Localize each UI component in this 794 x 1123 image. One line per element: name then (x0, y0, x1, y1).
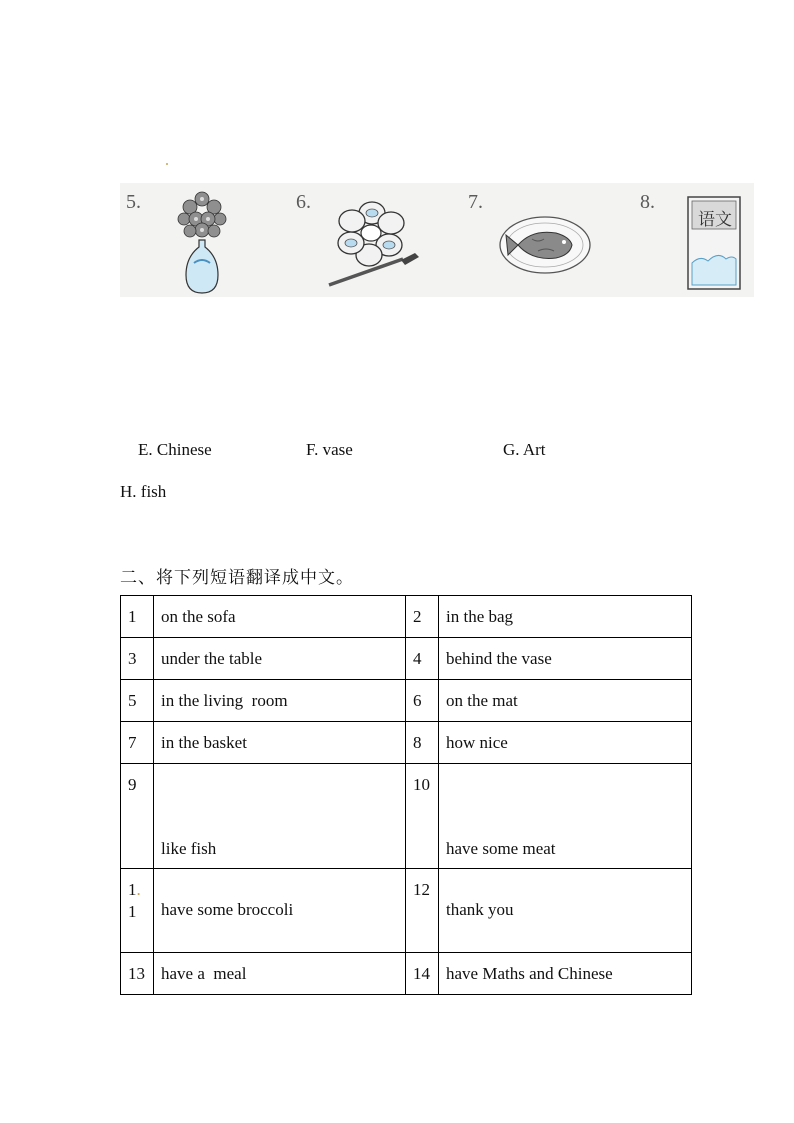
phrase-cell: how nice (439, 722, 692, 764)
phrase-cell: have a meal (154, 953, 406, 995)
item-number: 12 (413, 880, 430, 899)
item-number: 1 (121, 596, 154, 638)
fish-plate-icon (498, 213, 592, 277)
item-number: 6 (406, 680, 439, 722)
phrase-cell (439, 869, 692, 953)
phrase-cell (439, 764, 692, 869)
item-number-part: 1 (128, 880, 137, 899)
stray-dot (166, 163, 168, 165)
item-number-cell (406, 764, 439, 869)
book-title-label: 语文 (698, 210, 732, 230)
table-row (121, 722, 692, 764)
option-f: F. vase (306, 440, 353, 459)
item-number: 4 (406, 638, 439, 680)
item-number: 7 (121, 722, 154, 764)
option-e: E. Chinese (138, 440, 212, 459)
phrase-cell: behind the vase (439, 638, 692, 680)
item-number-cell (406, 869, 439, 953)
item-number-cell (121, 869, 154, 953)
item-number: 2 (406, 596, 439, 638)
table-row (121, 596, 692, 638)
phrase-text: have some meat (446, 839, 556, 858)
palette-brush-icon (325, 199, 425, 291)
phrase-cell: in the bag (439, 596, 692, 638)
phrase-table (120, 595, 692, 995)
phrase-cell: on the mat (439, 680, 692, 722)
item-number-cell (121, 764, 154, 869)
table-row (121, 953, 692, 995)
item-number: 14 (406, 953, 439, 995)
phrase-text: have some broccoli (161, 900, 294, 919)
picture-number-8: 8. (640, 191, 655, 213)
item-number-dot: . (136, 880, 141, 899)
section-title: 二、将下列短语翻译成中文。 (120, 568, 354, 588)
picture-number-7: 7. (468, 191, 483, 213)
item-number: 9 (128, 775, 137, 794)
table-row (121, 764, 692, 869)
picture-number-5: 5. (126, 191, 141, 213)
picture-strip (120, 183, 754, 297)
item-number: 3 (121, 638, 154, 680)
item-number: 5 (121, 680, 154, 722)
table-row (121, 680, 692, 722)
picture-number-6: 6. (296, 191, 311, 213)
phrase-text: thank you (446, 900, 514, 919)
option-h: H. fish (120, 482, 167, 501)
table-row (121, 869, 692, 953)
phrase-cell (154, 764, 406, 869)
phrase-cell: in the basket (154, 722, 406, 764)
item-number: 10 (413, 775, 430, 794)
item-number-part: 1 (128, 902, 137, 921)
table-row (121, 638, 692, 680)
phrase-cell: on the sofa (154, 596, 406, 638)
option-g: G. Art (503, 440, 546, 459)
phrase-text: like fish (161, 839, 217, 858)
item-number: 8 (406, 722, 439, 764)
phrase-cell: have Maths and Chinese (439, 953, 692, 995)
flower-vase-icon (172, 185, 232, 297)
phrase-cell: in the living room (154, 680, 406, 722)
phrase-cell: under the table (154, 638, 406, 680)
item-number: 13 (121, 953, 154, 995)
phrase-cell (154, 869, 406, 953)
